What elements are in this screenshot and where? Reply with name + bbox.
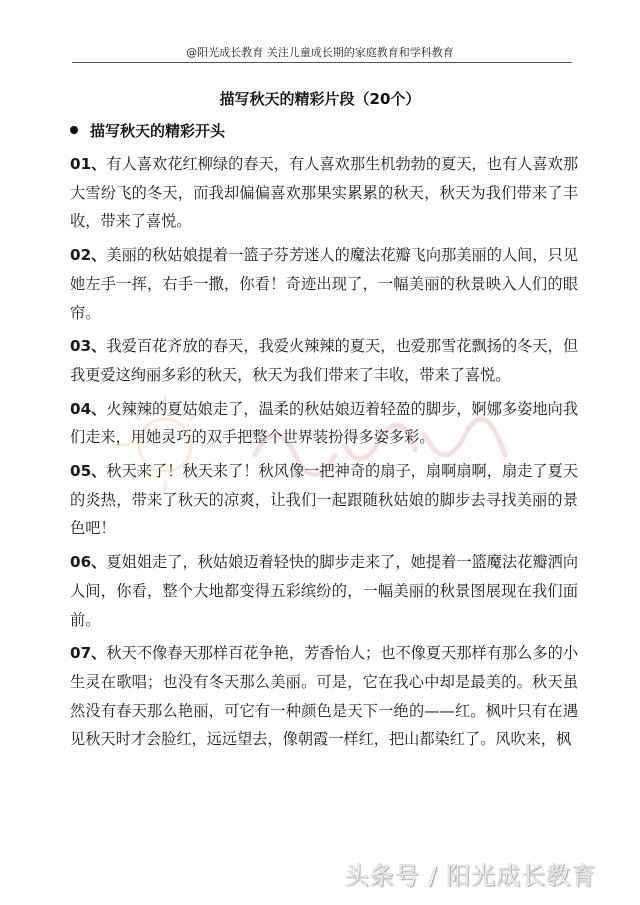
bullet-icon bbox=[70, 126, 78, 134]
paragraph-text: 秋天不像春天那样百花争艳，芳香怡人；也不像夏天那样有那么多的小生灵在歌唱；也没有冬天那么美丽。可是，它在我心中却是最美的。秋天虽然没有春天那么艳丽，可它有一种颜色是天下一绝的——红。枫叶只有在遇见秋天时才会脸红，远远望去，像朝霞一样红，把山都染红了。风吹来，枫 bbox=[70, 644, 579, 749]
paragraph-text: 火辣辣的夏姑娘走了，温柔的秋姑娘迈着轻盈的脚步，婀娜多姿地向我们走来，用她灵巧的双手把整个世界装扮得多姿多彩。 bbox=[70, 399, 579, 447]
paragraph-04 bbox=[70, 395, 578, 452]
paragraph-number: 04、 bbox=[70, 399, 107, 418]
footer-watermark: 头条号 / 阳光成长教育 bbox=[345, 862, 597, 890]
paragraph-03 bbox=[70, 332, 578, 389]
paragraph-number: 03、 bbox=[70, 337, 107, 356]
paragraph-06 bbox=[70, 548, 578, 634]
paragraph-number: 06、 bbox=[70, 553, 107, 572]
paragraph-07 bbox=[70, 639, 578, 754]
paragraph-text: 秋天来了！秋天来了！秋风像一把神奇的扇子，扇啊扇啊，扇走了夏天的炎热，带来了秋天的凉爽，让我们一起跟随秋姑娘的脚步去寻找美丽的景色吧！ bbox=[70, 462, 579, 538]
paragraph-text: 有人喜欢花红柳绿的春天，有人喜欢那生机勃勃的夏天，也有人喜欢那大雪纷飞的冬天，而我却偏偏喜欢那果实累累的秋天，秋天为我们带来了丰收，带来了喜悦。 bbox=[70, 155, 579, 231]
page-title: 描写秋天的精彩片段（20个） bbox=[219, 90, 421, 108]
paragraph-number: 05、 bbox=[70, 462, 107, 481]
paragraph-text: 美丽的秋姑娘提着一篮子芬芳迷人的魔法花瓣飞向那美丽的人间，只见她左手一挥，右手一撒，你看！奇迹出现了，一幅美丽的秋景映入人们的眼帘。 bbox=[70, 246, 579, 322]
paragraph-number: 01、 bbox=[70, 155, 107, 173]
paragraph-number: 02、 bbox=[70, 246, 107, 265]
paragraph-01 bbox=[70, 150, 578, 236]
section-heading-label: 描写秋天的精彩开头 bbox=[90, 122, 226, 140]
section-heading bbox=[70, 120, 225, 141]
paragraph-text: 我爱百花齐放的春天，我爱火辣辣的夏天，也爱那雪花飘扬的冬天，但我更爱这绚丽多彩的秋天，秋天为我们带来了丰收，带来了喜悦。 bbox=[70, 337, 579, 384]
paragraph-05 bbox=[70, 457, 578, 543]
paragraph-text: 夏姐姐走了，秋姑娘迈着轻快的脚步走来了，她提着一篮魔法花瓣洒向人间，你看，整个大地都变得五彩缤纷的，一幅美丽的秋景图展现在我们面前。 bbox=[70, 553, 579, 629]
page-header: @阳光成长教育 关注儿童成长期的家庭教育和学科教育 bbox=[186, 46, 454, 59]
paragraph-number: 07、 bbox=[70, 644, 107, 663]
content-body bbox=[70, 150, 578, 759]
header-divider bbox=[72, 62, 572, 63]
paragraph-02 bbox=[70, 241, 578, 327]
